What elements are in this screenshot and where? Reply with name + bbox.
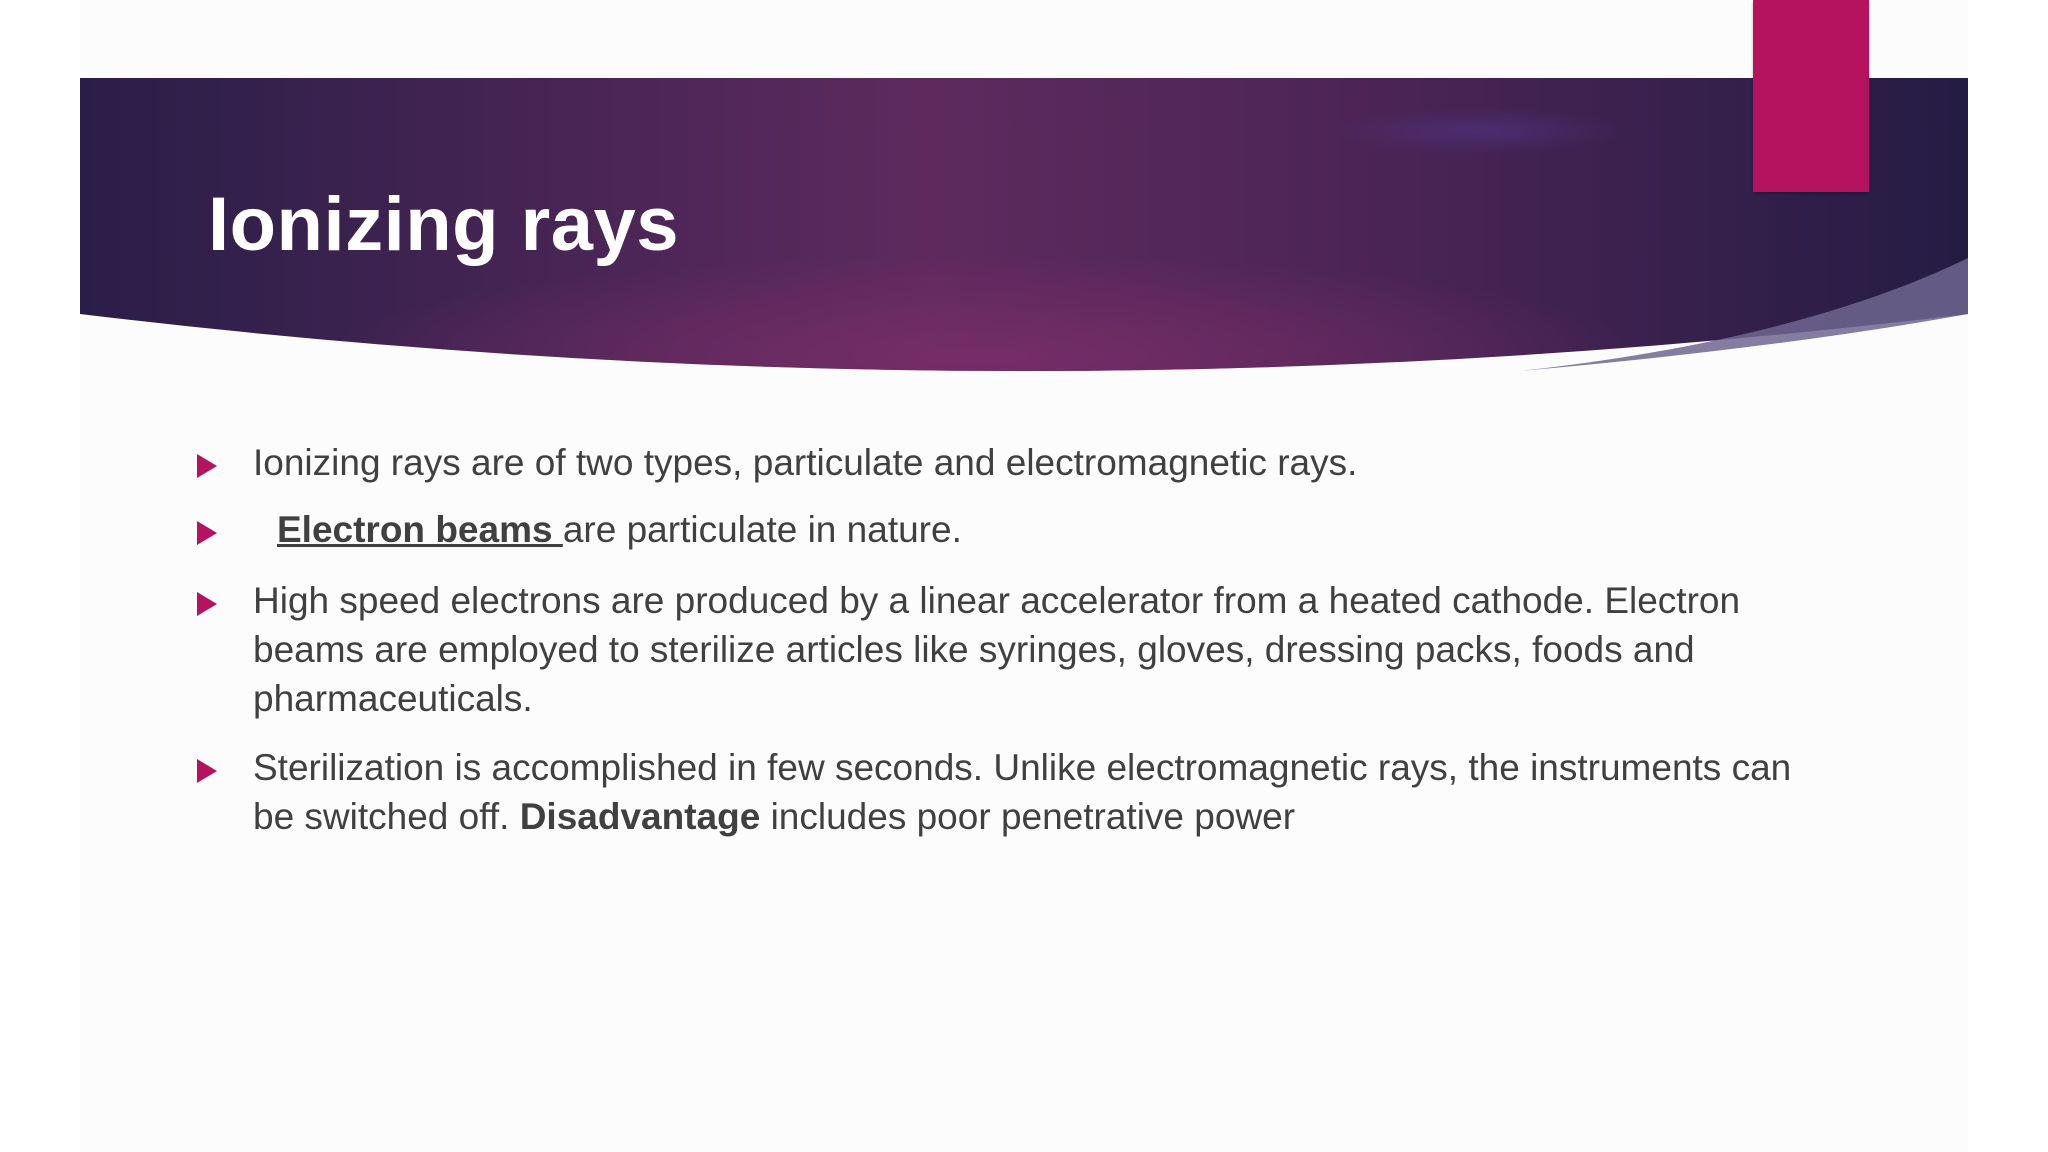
triangle-right-icon <box>197 759 217 783</box>
bullet-list <box>193 438 1833 841</box>
bullet-text: High speed electrons are produced by a linear accelerator from a heated cathode. Electron beams are employed to sterilize articles like syringes, gloves, dressing packs, foods and pharmaceuticals. <box>253 580 1741 719</box>
bullet-text-after: includes poor penetrative power <box>760 796 1296 837</box>
bullet-text <box>253 509 962 550</box>
bullet-item <box>193 743 1833 841</box>
bullet-text: Ionizing rays are of two types, particulate and electromagnetic rays. <box>253 442 1358 483</box>
bullet-item <box>193 576 1833 723</box>
emphasis-text: Disadvantage <box>519 796 761 837</box>
bullet-item <box>193 505 1833 554</box>
triangle-right-icon <box>197 592 217 616</box>
triangle-right-icon <box>197 521 217 545</box>
slide-title: Ionizing rays <box>208 182 680 267</box>
emphasis-text: Electron beams <box>277 509 563 550</box>
triangle-right-icon <box>197 454 217 478</box>
bullet-item <box>193 438 1833 487</box>
bullet-text-before: Sterilization is accomplished in few seconds. Unlike electromagnetic rays, the instruments can be switched off. <box>253 747 1792 837</box>
bullet-text <box>253 747 1791 837</box>
accent-tab <box>1753 0 1869 192</box>
bullet-text-rest: are particulate in nature. <box>562 509 962 550</box>
